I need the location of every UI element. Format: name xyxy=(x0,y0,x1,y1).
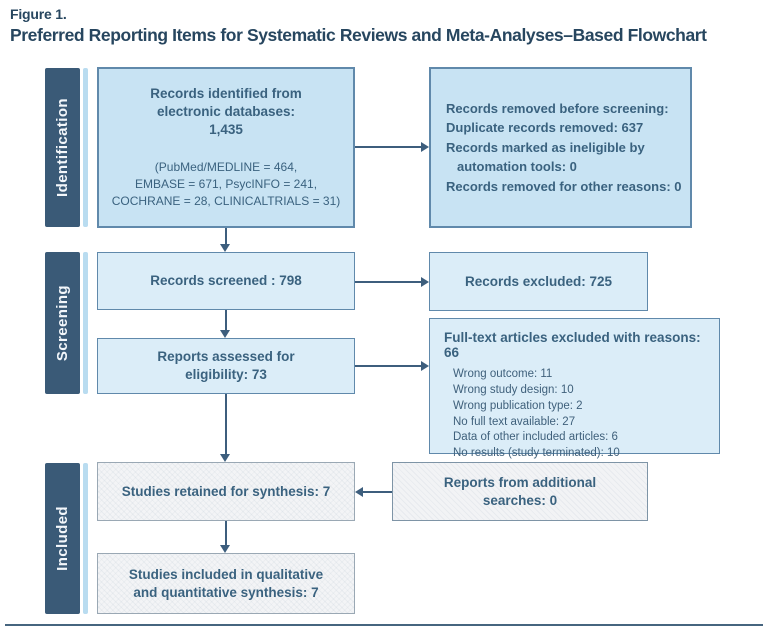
records-excluded-text: Records excluded: 725 xyxy=(464,273,613,289)
studies-included-line2: and quantitative synthesis: 7 xyxy=(133,584,319,600)
arrowhead-right-icon xyxy=(421,361,429,371)
stage-rail-screening xyxy=(83,252,88,394)
records-identified-detail2: EMBASE = 671, PsycINFO = 241, xyxy=(134,176,318,191)
reports-assessed-line2: eligibility: 73 xyxy=(185,367,267,382)
records-removed-line3: Records marked as ineligible by xyxy=(446,139,645,155)
connector-assessed-to-retained xyxy=(225,394,227,454)
stage-bar-included xyxy=(45,463,80,614)
connector-retained-to-synthesis xyxy=(225,521,227,545)
arrowhead-right-icon xyxy=(421,277,429,287)
arrowhead-down-icon xyxy=(220,244,230,252)
additional-reports-line1: Reports from additional xyxy=(443,474,597,490)
arrowhead-down-icon xyxy=(220,330,230,338)
connector-assessed-to-fulltext xyxy=(355,365,422,367)
box-studies-retained xyxy=(97,462,355,521)
records-identified-detail3: COCHRANE = 28, CLINICALTRIALS = 31) xyxy=(111,193,341,208)
stage-bar-identification xyxy=(45,68,80,227)
box-records-excluded xyxy=(429,252,648,311)
box-studies-included-synthesis xyxy=(97,553,355,614)
connector-identified-to-removed xyxy=(355,146,422,148)
connector-identified-to-screened xyxy=(225,228,227,245)
records-identified-line2: electronic databases: xyxy=(156,104,296,120)
records-identified-line1: Records identified from xyxy=(150,86,302,102)
stage-label-screening: Screening xyxy=(54,284,71,362)
records-screened-text: Records screened : 798 xyxy=(150,273,302,289)
box-records-removed xyxy=(429,67,692,228)
box-records-screened xyxy=(97,252,355,310)
box-additional-reports xyxy=(392,462,648,521)
box-reports-assessed xyxy=(97,338,355,394)
records-identified-count: 1,435 xyxy=(209,121,243,137)
figure-bottom-divider xyxy=(5,624,763,626)
arrowhead-down-icon xyxy=(220,454,230,462)
arrowhead-left-icon xyxy=(355,487,363,497)
stage-rail-identification xyxy=(83,68,88,227)
studies-included-line1: Studies included in qualitative xyxy=(128,566,324,582)
box-fulltext-excluded xyxy=(429,318,720,460)
reports-assessed-line1: Reports assessed for xyxy=(157,349,295,365)
figure-title: Preferred Reporting Items for Systematic Reviews and Meta-Analyses–Based Flowchart xyxy=(10,25,707,45)
fulltext-reason: No full text available: 27 xyxy=(453,415,576,428)
fulltext-reason: Wrong outcome: 11 xyxy=(453,368,553,380)
records-removed-line2: Duplicate records removed: 637 xyxy=(446,120,644,136)
records-removed-line4: automation tools: 0 xyxy=(457,159,577,175)
stage-label-identification: Identification xyxy=(54,98,71,197)
stage-bar-screening xyxy=(45,252,80,394)
records-identified-detail1: (PubMed/MEDLINE = 464, xyxy=(154,159,298,174)
records-removed-line5: Records removed for other reasons: 0 xyxy=(446,178,682,194)
records-removed-line1: Records removed before screening: xyxy=(446,100,669,116)
stage-rail-included xyxy=(83,463,88,614)
fulltext-reason: Wrong publication type: 2 xyxy=(453,399,583,412)
fulltext-reason: Data of other included articles: 6 xyxy=(453,431,618,444)
figure-label: Figure 1. xyxy=(10,6,67,22)
box-records-identified xyxy=(97,67,355,228)
connector-screened-to-assessed xyxy=(225,310,227,330)
stage-label-included: Included xyxy=(54,506,71,571)
connector-screened-to-excluded xyxy=(355,281,422,283)
arrowhead-right-icon xyxy=(421,142,429,152)
studies-retained-text: Studies retained for synthesis: 7 xyxy=(121,483,331,499)
fulltext-reason: No results (study terminated): 10 xyxy=(453,447,620,460)
arrowhead-down-icon xyxy=(220,545,230,553)
connector-additional-to-retained xyxy=(363,491,392,493)
additional-reports-line2: searches: 0 xyxy=(482,492,558,508)
fulltext-excluded-title: Full-text articles excluded with reasons: 66 xyxy=(444,330,701,360)
fulltext-reason: Wrong study design: 10 xyxy=(453,383,574,396)
